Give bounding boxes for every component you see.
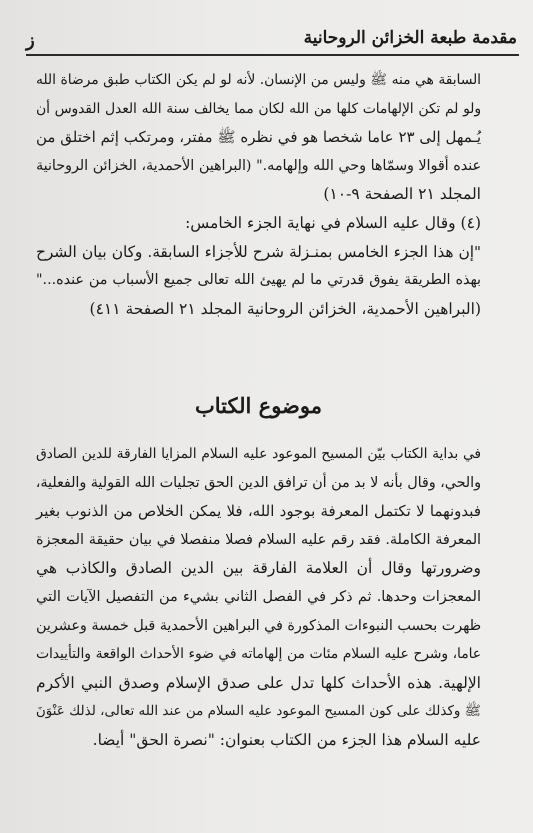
text-line: المعرفة الكاملة. فقد رقم عليه السلام فصلا منفصلا في بيان حقيقة المعجزة — [36, 531, 481, 548]
text-line: في بداية الكتاب بيّن المسيح الموعود عليه السلام المزايا الفارقة للدين الصادق — [36, 446, 481, 462]
text-line: وضرورتها وقال أن العلامة الفارقة بين الدين الصادق والكاذب هي — [36, 559, 481, 578]
text-block-1 — [36, 66, 481, 323]
text-line: عليه السلام هذا الجزء من الكتاب بعنوان: "نصرة الحق" أيضا. — [92, 730, 481, 749]
text-block-2 — [36, 440, 481, 755]
quote-line: بهذه الطريقة يفوق قدرتي ما لم يهيئ الله تعالى جميع الأسباب من عنده..." — [36, 272, 481, 289]
running-title: مقدمة طبعة الخزائن الروحانية — [303, 28, 517, 48]
text-line: (٤) وقال عليه السلام في نهاية الجزء الخامس: — [185, 213, 481, 232]
quote-line: "إن هذا الجزء الخامس بمنـزلة شرح للأجزاء السابقة. وكان بيان الشرح — [36, 242, 481, 261]
page-header — [26, 14, 519, 56]
text-line: ﷺ وكذلك على كون المسيح الموعود عليه السلام من عند الله تعالى، لذلك عَنْوَنَ — [35, 703, 481, 720]
text-line: عنده أقوالا وسمّاها وحي الله وإلهامه." (البراهين الأحمدية، الخزائن الروحانية — [36, 157, 481, 174]
text-line: السابقة هي منه ﷺ وليس من الإنسان. لأنه لو لم يكن الكتاب طبق مرضاة الله — [36, 72, 481, 88]
text-line: الإلهية. هذه الأحداث كلها تدل على صدق الإسلام وصدق النبي الأكرم — [36, 673, 481, 692]
text-line: عاما، وشرح عليه السلام مئات من إلهاماته في ضوء الأحداث الواقعة والتأييدات — [36, 646, 481, 663]
section-heading: موضوع الكتاب — [195, 393, 322, 418]
text-line: المعجزات وحدها. ثم ذكر في الفصل الثاني بشيء من التفصيل الآيات التي — [36, 588, 481, 605]
text-line: ولو لم تكن الإلهامات كلها من الله لكان مما يخالف سنة الله العدل القدوس أن — [36, 100, 481, 117]
text-line: ظهرت بحسب النبوءات المذكورة في البراهين الأحمدية قبل خمسة وعشرين — [36, 617, 481, 634]
citation-line: (البراهين الأحمدية، الخزائن الروحانية المجلد ٢١ الصفحة ٤١١) — [89, 299, 481, 318]
text-line: يُـمهل إلى ٢٣ عاما شخصا هو في نظره ﷺ مفتر، ومرتكب إثم اختلق من — [36, 128, 482, 147]
text-line: المجلد ٢١ الصفحة ٩-١٠) — [323, 185, 481, 204]
text-line: فبدونهما لا تكتمل المعرفة بوجود الله، فلا يمكن الخلاص من الذنوب بغير — [36, 502, 481, 521]
text-line: والحي، وقال بأنه لا بد من أن ترافق الدين الحق تجليات الله القولية والفعلية، — [35, 474, 481, 491]
page-number: ز — [26, 30, 35, 51]
